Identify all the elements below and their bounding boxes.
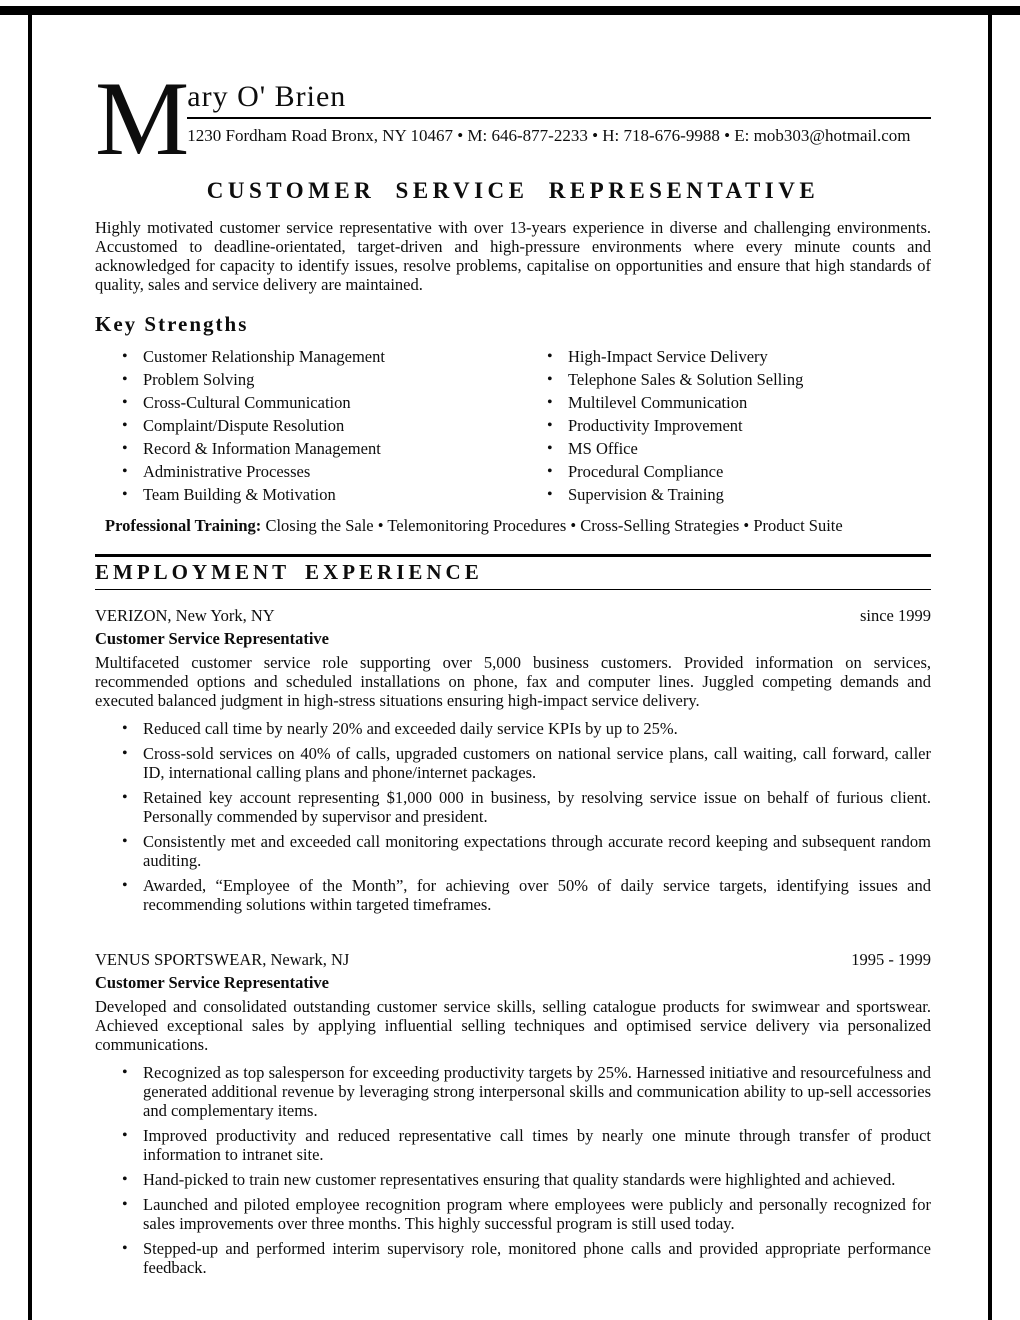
strength-item: • Supervision & Training	[545, 485, 931, 504]
job-role: Customer Service Representative	[95, 629, 329, 648]
name-dropcap: M	[95, 60, 188, 177]
page-border-top	[0, 6, 1020, 15]
job-entry-verizon	[95, 606, 931, 914]
candidate-name: ary O' Brien	[187, 80, 931, 119]
job-bullet: • Awarded, “Employee of the Month”, for achieving over 50% of daily service targets, identifying issues and recommending solutions within targeted timeframes.	[120, 876, 931, 914]
strength-item: • Cross-Cultural Communication	[120, 393, 545, 412]
job-header	[95, 950, 931, 970]
job-description: Multifaceted customer service role supporting over 5,000 business customers. Provided information on services, recommended options and scheduled installations on phone, fax and computer lines. Juggled competing demands and executed balanced judgment in high-stress situations ensuring high-impact service delivery.	[95, 653, 931, 710]
job-bullet-list	[95, 1063, 931, 1277]
job-company: VENUS SPORTSWEAR, Newark, NJ	[95, 950, 350, 969]
employment-section	[95, 554, 931, 590]
professional-training-line	[95, 516, 931, 536]
strength-item: • Procedural Compliance	[545, 462, 931, 481]
job-bullet: • Stepped-up and performed interim supervisory role, monitored phone calls and provided appropriate performance feedback.	[120, 1239, 931, 1277]
job-bullet: • Launched and piloted employee recognition program where employees were publicly and personally recognized for sales improvements over three months. This highly successful program is still used today.	[120, 1195, 931, 1233]
strength-item: • Customer Relationship Management	[120, 347, 545, 366]
job-bullet: • Retained key account representing $1,000 000 in business, by resolving service issue on behalf of furious client. Personally commended by supervisor and president.	[120, 788, 931, 826]
job-dates: 1995 - 1999	[851, 950, 931, 969]
job-bullet: • Hand-picked to train new customer representatives ensuring that quality standards were highlighted and achieved.	[120, 1170, 931, 1189]
divider-bottom	[95, 589, 931, 590]
strength-item: • MS Office	[545, 439, 931, 458]
job-bullet-list	[95, 719, 931, 914]
key-strengths-heading: Key Strengths	[95, 312, 249, 336]
strength-item: • Telephone Sales & Solution Selling	[545, 370, 931, 389]
employment-heading: EMPLOYMENT EXPERIENCE	[95, 560, 483, 584]
job-entry-venus-sportswear	[95, 950, 931, 1277]
resume-page	[95, 60, 931, 1283]
strength-item: • Productivity Improvement	[545, 416, 931, 435]
key-strengths-list	[95, 347, 931, 508]
strength-item: • Multilevel Communication	[545, 393, 931, 412]
strength-item: • Problem Solving	[120, 370, 545, 389]
strength-item: • Complaint/Dispute Resolution	[120, 416, 545, 435]
job-bullet: • Reduced call time by nearly 20% and exceeded daily service KPIs by up to 25%.	[120, 719, 931, 738]
strengths-column-right	[545, 347, 931, 508]
job-dates: since 1999	[859, 606, 931, 625]
job-bullet: • Cross-sold services on 40% of calls, upgraded customers on national service plans, call waiting, call forward, caller ID, international calling plans and phone/internet packages.	[120, 744, 931, 782]
job-bullet: • Improved productivity and reduced representative call times by nearly one minute through transfer of product information to intranet site.	[120, 1126, 931, 1164]
name-header	[95, 60, 931, 177]
contact-info: 1230 Fordham Road Bronx, NY 10467 • M: 646-877-2233 • H: 718-676-9988 • E: mob303@hotmail.com	[187, 126, 911, 145]
job-role: Customer Service Representative	[95, 973, 329, 992]
job-description: Developed and consolidated outstanding customer service skills, selling catalogue products for swimwear and sportswear. Achieved exceptional sales by applying influential selling techniques and optimised service delivery via personalized communications.	[95, 997, 931, 1054]
page-title: CUSTOMER SERVICE REPRESENTATIVE	[206, 178, 820, 203]
job-company: VERIZON, New York, NY	[95, 606, 275, 625]
job-bullet: • Consistently met and exceeded call monitoring expectations through accurate record keeping and subsequent random auditing.	[120, 832, 931, 870]
job-header	[95, 606, 931, 626]
professional-training-label: Professional Training:	[105, 516, 262, 535]
strength-item: • Administrative Processes	[120, 462, 545, 481]
summary-paragraph: Highly motivated customer service representative with over 13-years experience in diverse and challenging environments. Accustomed to deadline-orientated, target-driven and high-pressure environments where every minute counts and acknowledged for capacity to identify issues, resolve problems, capitalise on opportunities and ensure that high standards of quality, sales and service delivery are maintained.	[95, 218, 931, 294]
job-bullet: • Recognized as top salesperson for exceeding productivity targets by 25%. Harnessed initiative and resourcefulness and generated additional revenue by leveraging strong interpersonal skills and communication ability to up-sell accessories and complementary items.	[120, 1063, 931, 1120]
professional-training-text: Closing the Sale • Telemonitoring Procedures • Cross-Selling Strategies • Product Suite	[265, 516, 843, 535]
strength-item: • Record & Information Management	[120, 439, 545, 458]
strength-item: • Team Building & Motivation	[120, 485, 545, 504]
strength-item: • High-Impact Service Delivery	[545, 347, 931, 366]
strengths-column-left	[95, 347, 545, 508]
